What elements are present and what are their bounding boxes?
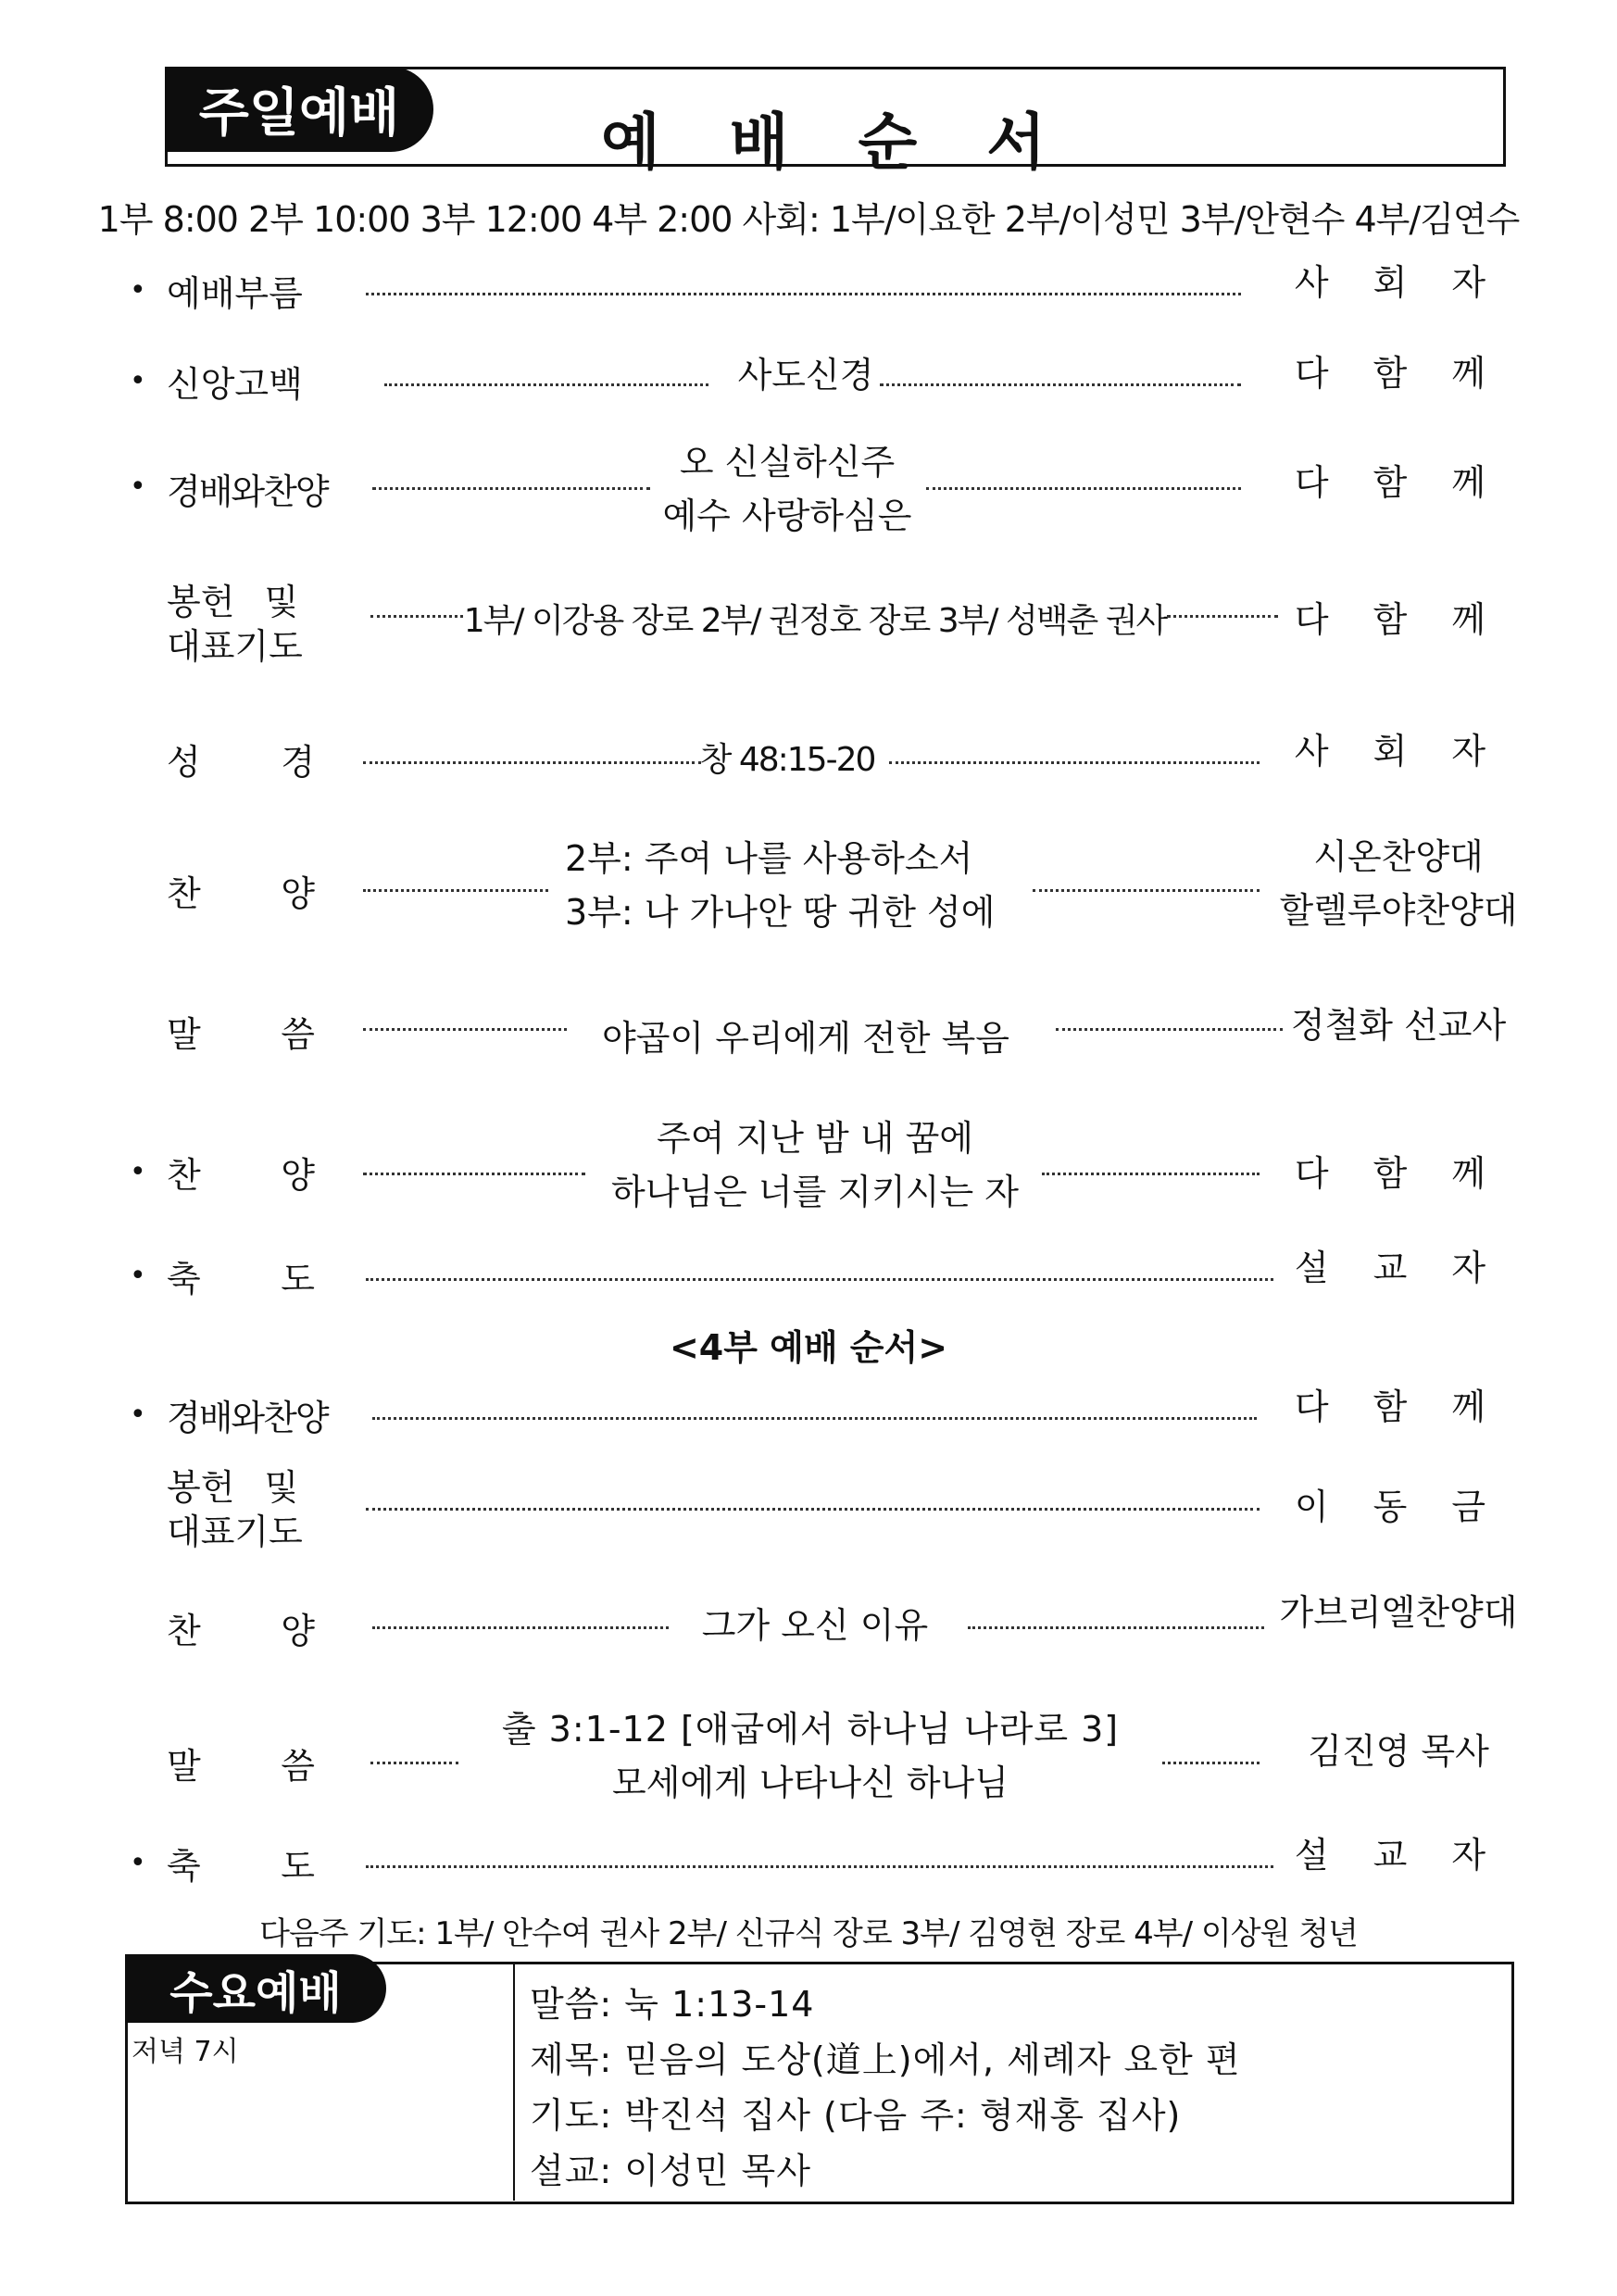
order-label: 성 경 <box>167 742 315 783</box>
sunday-tab-label: 주일예배 <box>165 67 433 152</box>
order-leader: 다 함 께 <box>1294 1153 1503 1194</box>
order-content: 예수 사랑하심은 <box>662 496 912 536</box>
order-label: 봉헌 및 대표기도 <box>167 582 303 667</box>
order-content: 출 3:1-12 [애굽에서 하나님 나라로 3] <box>501 1709 1120 1750</box>
order-label: 봉헌 및 대표기도 <box>167 1467 303 1552</box>
wednesday-tab-label: 수요예배 <box>125 1954 386 2023</box>
leader-dots <box>384 383 708 386</box>
order-label: 경배와찬양 <box>167 1398 328 1438</box>
order-leader: 다 함 께 <box>1294 353 1503 394</box>
order-leader: 이 동 금 <box>1294 1487 1503 1527</box>
order-content: 1부/ 이강용 장로 2부/ 권정호 장로 3부/ 성백춘 권사 <box>463 602 1167 640</box>
next-week-prayer: 다음주 기도: 1부/ 안수여 권사 2부/ 신규식 장로 3부/ 김영현 장로 4부/ 이상원 청년 <box>259 1915 1358 1952</box>
leader-dots <box>889 761 1260 764</box>
order-content: 주여 지난 밤 내 꿈에 <box>657 1118 973 1159</box>
wednesday-line: 말씀: 눅 1:13-14 <box>530 1984 815 2025</box>
order-content: 사도신경 <box>737 355 874 395</box>
leader-dots <box>366 293 1241 295</box>
order-label: 찬 양 <box>167 873 315 914</box>
leader-dots <box>366 1865 1273 1868</box>
leader-dots <box>372 1626 669 1629</box>
order-label: 예배부름 <box>167 273 303 314</box>
leader-dots <box>370 1762 458 1764</box>
wednesday-line: 설교: 이성민 목사 <box>530 2151 811 2191</box>
leader-dots <box>1033 889 1260 892</box>
bullet: • <box>130 1399 146 1431</box>
order-leader: 가브리엘찬양대 <box>1279 1592 1518 1633</box>
order-leader: 설 교 자 <box>1294 1835 1503 1876</box>
order-content: 2부: 주여 나를 사용하소서 <box>565 838 973 879</box>
order-content: 그가 오신 이유 <box>701 1605 929 1646</box>
order-content: 야곱이 우리에게 전한 복음 <box>601 1018 1010 1059</box>
order-content: 오 신실하신주 <box>679 442 896 483</box>
wednesday-divider <box>513 1964 515 2201</box>
leader-dots <box>363 761 701 764</box>
order-label: 찬 양 <box>167 1611 315 1651</box>
leader-dots <box>372 487 650 490</box>
leader-dots <box>363 1028 567 1031</box>
bullet: • <box>130 274 146 307</box>
leader-dots <box>363 889 548 892</box>
order-leader: 할렐루야찬양대 <box>1279 890 1518 931</box>
bullet: • <box>130 1260 146 1292</box>
leader-dots <box>1042 1173 1260 1175</box>
leader-dots <box>372 1417 1257 1420</box>
order-content: 창 48:15-20 <box>699 741 875 779</box>
order-leader: 사 회 자 <box>1294 262 1503 303</box>
bullet: • <box>130 1156 146 1188</box>
leader-dots <box>363 1173 585 1175</box>
order-leader: 다 함 께 <box>1294 1386 1503 1427</box>
bullet: • <box>130 365 146 397</box>
leader-dots <box>366 1508 1260 1511</box>
order-leader: 다 함 께 <box>1294 599 1503 640</box>
order-label: 말 씀 <box>167 1746 315 1787</box>
leader-dots <box>968 1626 1264 1629</box>
leader-dots <box>1056 1028 1283 1031</box>
order-content: 모세에게 나타나신 하나님 <box>612 1763 1009 1803</box>
leader-dots <box>370 615 463 618</box>
order-label: 경배와찬양 <box>167 471 328 512</box>
bullet: • <box>130 1847 146 1879</box>
order-leader: 다 함 께 <box>1294 462 1503 503</box>
order-label: 찬 양 <box>167 1155 315 1196</box>
order-leader: 김진영 목사 <box>1308 1731 1489 1772</box>
wednesday-time: 저녁 7시 <box>132 2036 239 2068</box>
service-times: 1부 8:00 2부 10:00 3부 12:00 4부 2:00 사회: 1부/이요한 2부/이성민 3부/안현수 4부/김연수 <box>97 199 1520 240</box>
order-label: 말 씀 <box>167 1014 315 1055</box>
wednesday-line: 제목: 믿음의 도상(道上)에서, 세례자 요한 편 <box>530 2039 1241 2080</box>
wednesday-line: 기도: 박진석 집사 (다음 주: 형재홍 집사) <box>530 2095 1182 2136</box>
leader-dots <box>926 487 1241 490</box>
leader-dots <box>1162 1762 1260 1764</box>
order-leader: 설 교 자 <box>1294 1248 1503 1288</box>
leader-dots <box>366 1278 1273 1281</box>
order-label: 축 도 <box>167 1259 315 1299</box>
page-title: 예 배 순 서 <box>601 107 1070 178</box>
order-content: 3부: 나 가나안 땅 귀한 성에 <box>565 892 996 933</box>
order-leader: 시온찬양대 <box>1313 836 1484 877</box>
bullet: • <box>130 470 146 503</box>
order-label: 신앙고백 <box>167 364 303 405</box>
order-leader: 정철화 선교사 <box>1290 1005 1507 1046</box>
order-label: 축 도 <box>167 1846 315 1887</box>
leader-dots <box>880 383 1241 386</box>
order-leader: 사 회 자 <box>1294 731 1503 772</box>
fourth-service-heading: <4부 예배 순서> <box>669 1327 948 1368</box>
order-content: 하나님은 너를 지키시는 자 <box>610 1172 1020 1212</box>
